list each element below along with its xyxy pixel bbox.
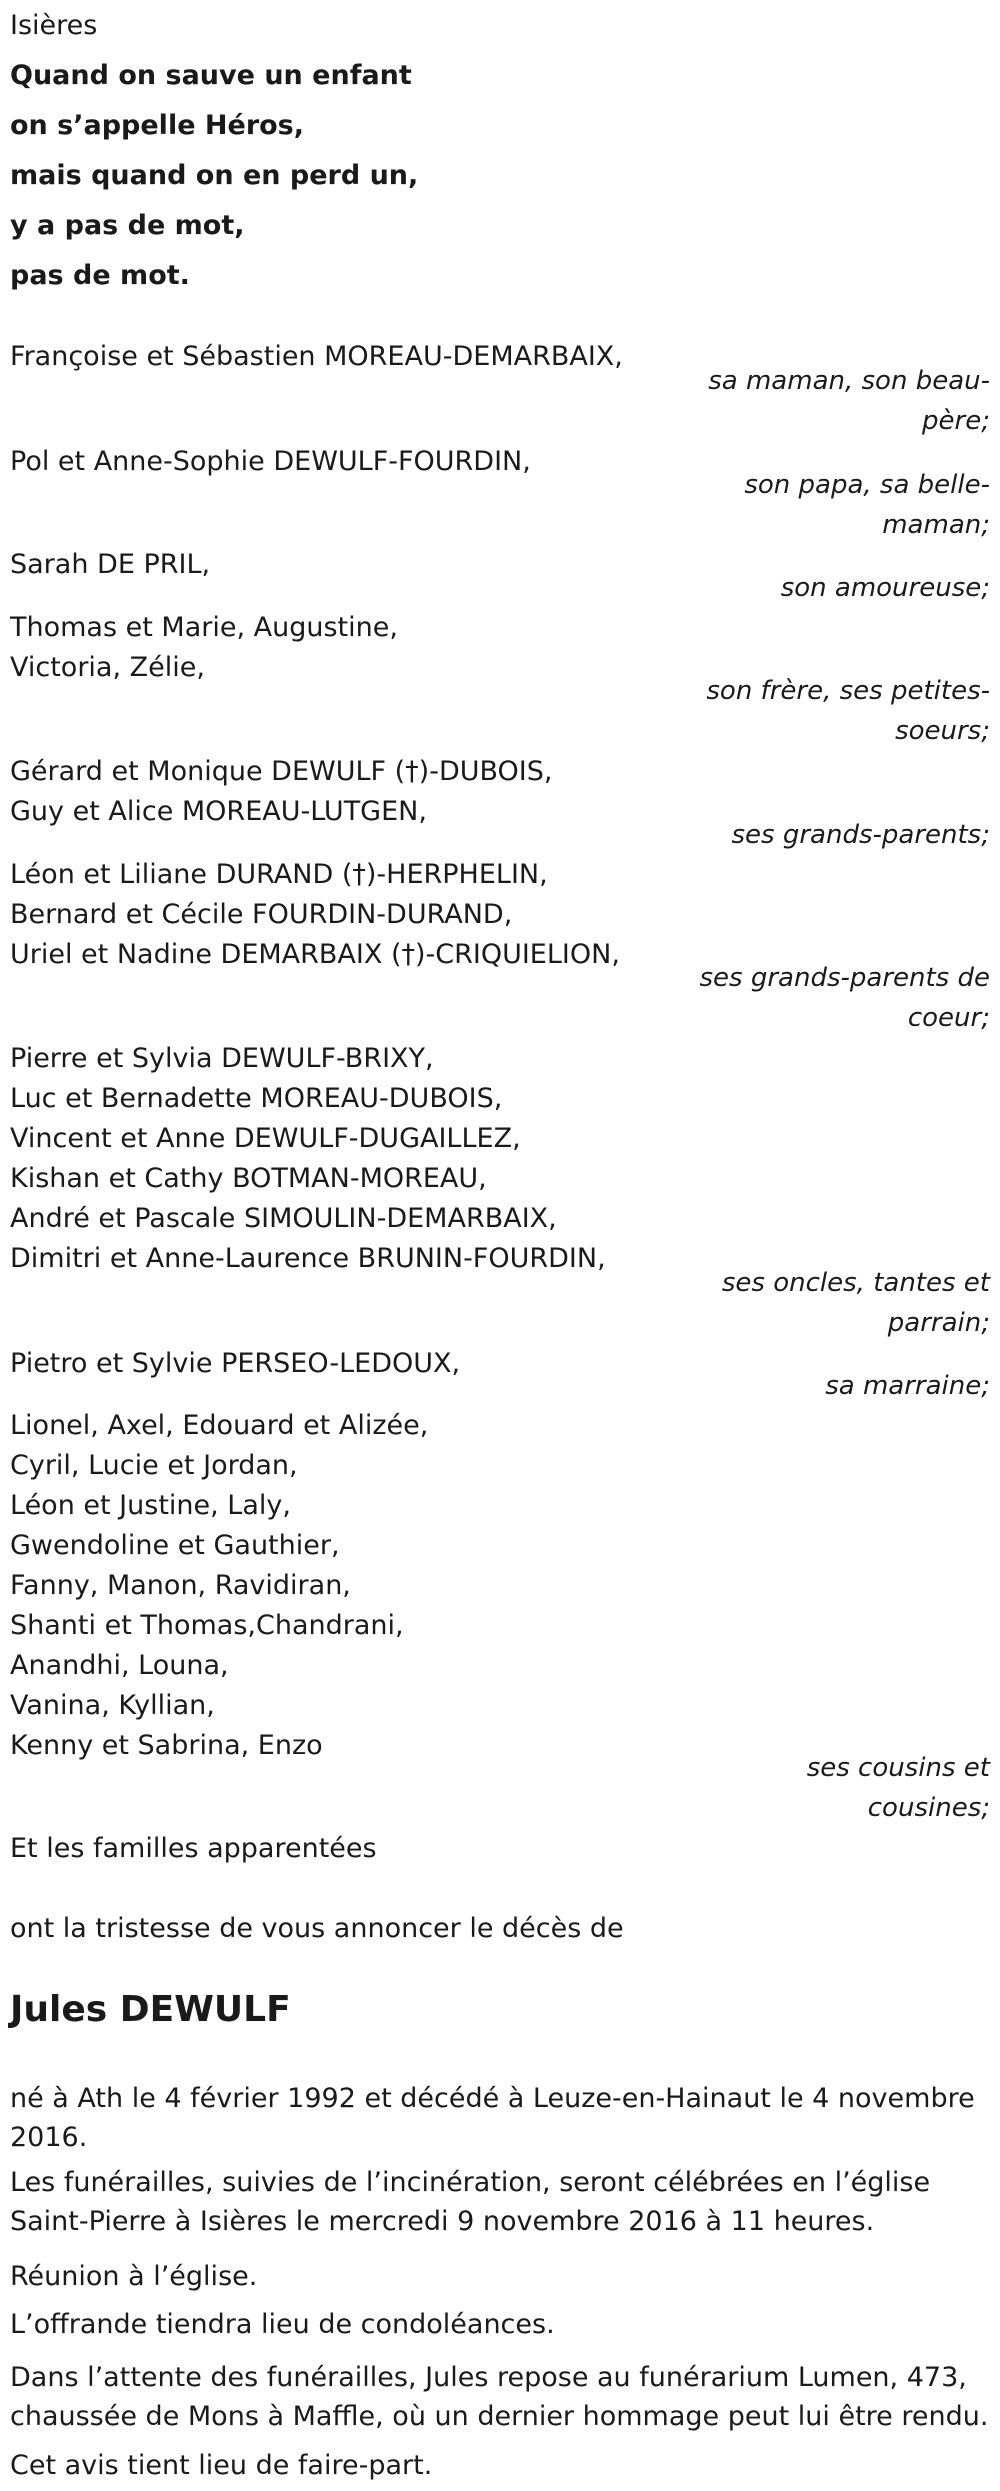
family-role: ses oncles, tantes et parrain; (721, 1268, 990, 1338)
family-name-line: Vincent et Anne DEWULF-DUGAILLEZ, (10, 1123, 521, 1154)
poem-line: pas de mot. (10, 260, 190, 291)
deceased-name: Jules DEWULF (10, 1989, 291, 2030)
family-name-line: Anandhi, Louna, (10, 1650, 229, 1681)
family-name-line: Cyril, Lucie et Jordan, (10, 1450, 298, 1481)
family-role: son amoureuse; (780, 573, 990, 603)
family-role: sa maman, son beau-père; (708, 366, 990, 436)
family-name-line: Uriel et Nadine DEMARBAIX (†)-CRIQUIELION, (10, 939, 620, 970)
detail-funerarium: Dans l’attente des funérailles, Jules repose au funérarium Lumen, 473, chaussée de Mons à Maffle, où un dernier hommage peut lui être rendu. (10, 2362, 989, 2432)
family-role: ses cousins et cousines; (806, 1753, 990, 1823)
location: Isières (10, 10, 98, 41)
family-name-line: Lionel, Axel, Edouard et Alizée, (10, 1410, 429, 1441)
family-name-line: Sarah DE PRIL, (10, 549, 211, 580)
detail-meeting: Réunion à l’église. (10, 2261, 258, 2292)
family-role: ses grands-parents de coeur; (699, 963, 990, 1033)
family-name-line: Léon et Justine, Laly, (10, 1490, 291, 1521)
family-name-line: Fanny, Manon, Ravidiran, (10, 1570, 351, 1601)
detail-funeral: Les funérailles, suivies de l’incinération, seront célébrées en l’église Saint-Pierre à Isières le mercredi 9 novembre 2016 à 11 heures. (10, 2167, 931, 2237)
detail-offering: L’offrande tiendra lieu de condoléances. (10, 2309, 555, 2340)
family-name-line: Thomas et Marie, Augustine, (10, 612, 398, 643)
detail-notice: Cet avis tient lieu de faire-part. (10, 2450, 433, 2481)
family-name-line: Gwendoline et Gauthier, (10, 1530, 340, 1561)
family-name-line: Luc et Bernadette MOREAU-DUBOIS, (10, 1083, 503, 1114)
family-name-line: Guy et Alice MOREAU-LUTGEN, (10, 796, 427, 827)
family-name-line: Pietro et Sylvie PERSEO-LEDOUX, (10, 1348, 461, 1379)
poem-line: Quand on sauve un enfant (10, 60, 412, 91)
poem-line: mais quand on en perd un, (10, 160, 419, 191)
family-name-line: Dimitri et Anne-Laurence BRUNIN-FOURDIN, (10, 1243, 606, 1274)
family-name-line: Kishan et Cathy BOTMAN-MOREAU, (10, 1163, 487, 1194)
poem-line: y a pas de mot, (10, 210, 245, 241)
family-role: son frère, ses petites-soeurs; (706, 676, 990, 746)
family-name-line: Victoria, Zélie, (10, 652, 205, 683)
announcement: ont la tristesse de vous annoncer le décès de (10, 1913, 624, 1944)
family-name-line: Shanti et Thomas,Chandrani, (10, 1610, 404, 1641)
family-name-line: Bernard et Cécile FOURDIN-DURAND, (10, 899, 513, 930)
family-name-line: André et Pascale SIMOULIN-DEMARBAIX, (10, 1203, 557, 1234)
family-role: ses grands-parents; (731, 820, 990, 850)
family-name-line: Vanina, Kyllian, (10, 1690, 215, 1721)
family-name-line: Pol et Anne-Sophie DEWULF-FOURDIN, (10, 446, 531, 477)
family-name-line: Françoise et Sébastien MOREAU-DEMARBAIX, (10, 341, 623, 372)
family-name-line: Kenny et Sabrina, Enzo (10, 1730, 323, 1761)
detail-birth-death: né à Ath le 4 février 1992 et décédé à Leuze-en-Hainaut le 4 novembre 2016. (10, 2083, 975, 2153)
related-families: Et les familles apparentées (10, 1833, 377, 1864)
family-name-line: Léon et Liliane DURAND (†)-HERPHELIN, (10, 859, 548, 890)
family-name-line: Gérard et Monique DEWULF (†)-DUBOIS, (10, 756, 553, 787)
poem-line: on s’appelle Héros, (10, 110, 305, 141)
family-name-line: Pierre et Sylvia DEWULF-BRIXY, (10, 1043, 434, 1074)
family-role: son papa, sa belle-maman; (744, 470, 990, 540)
family-role: sa marraine; (825, 1371, 990, 1401)
